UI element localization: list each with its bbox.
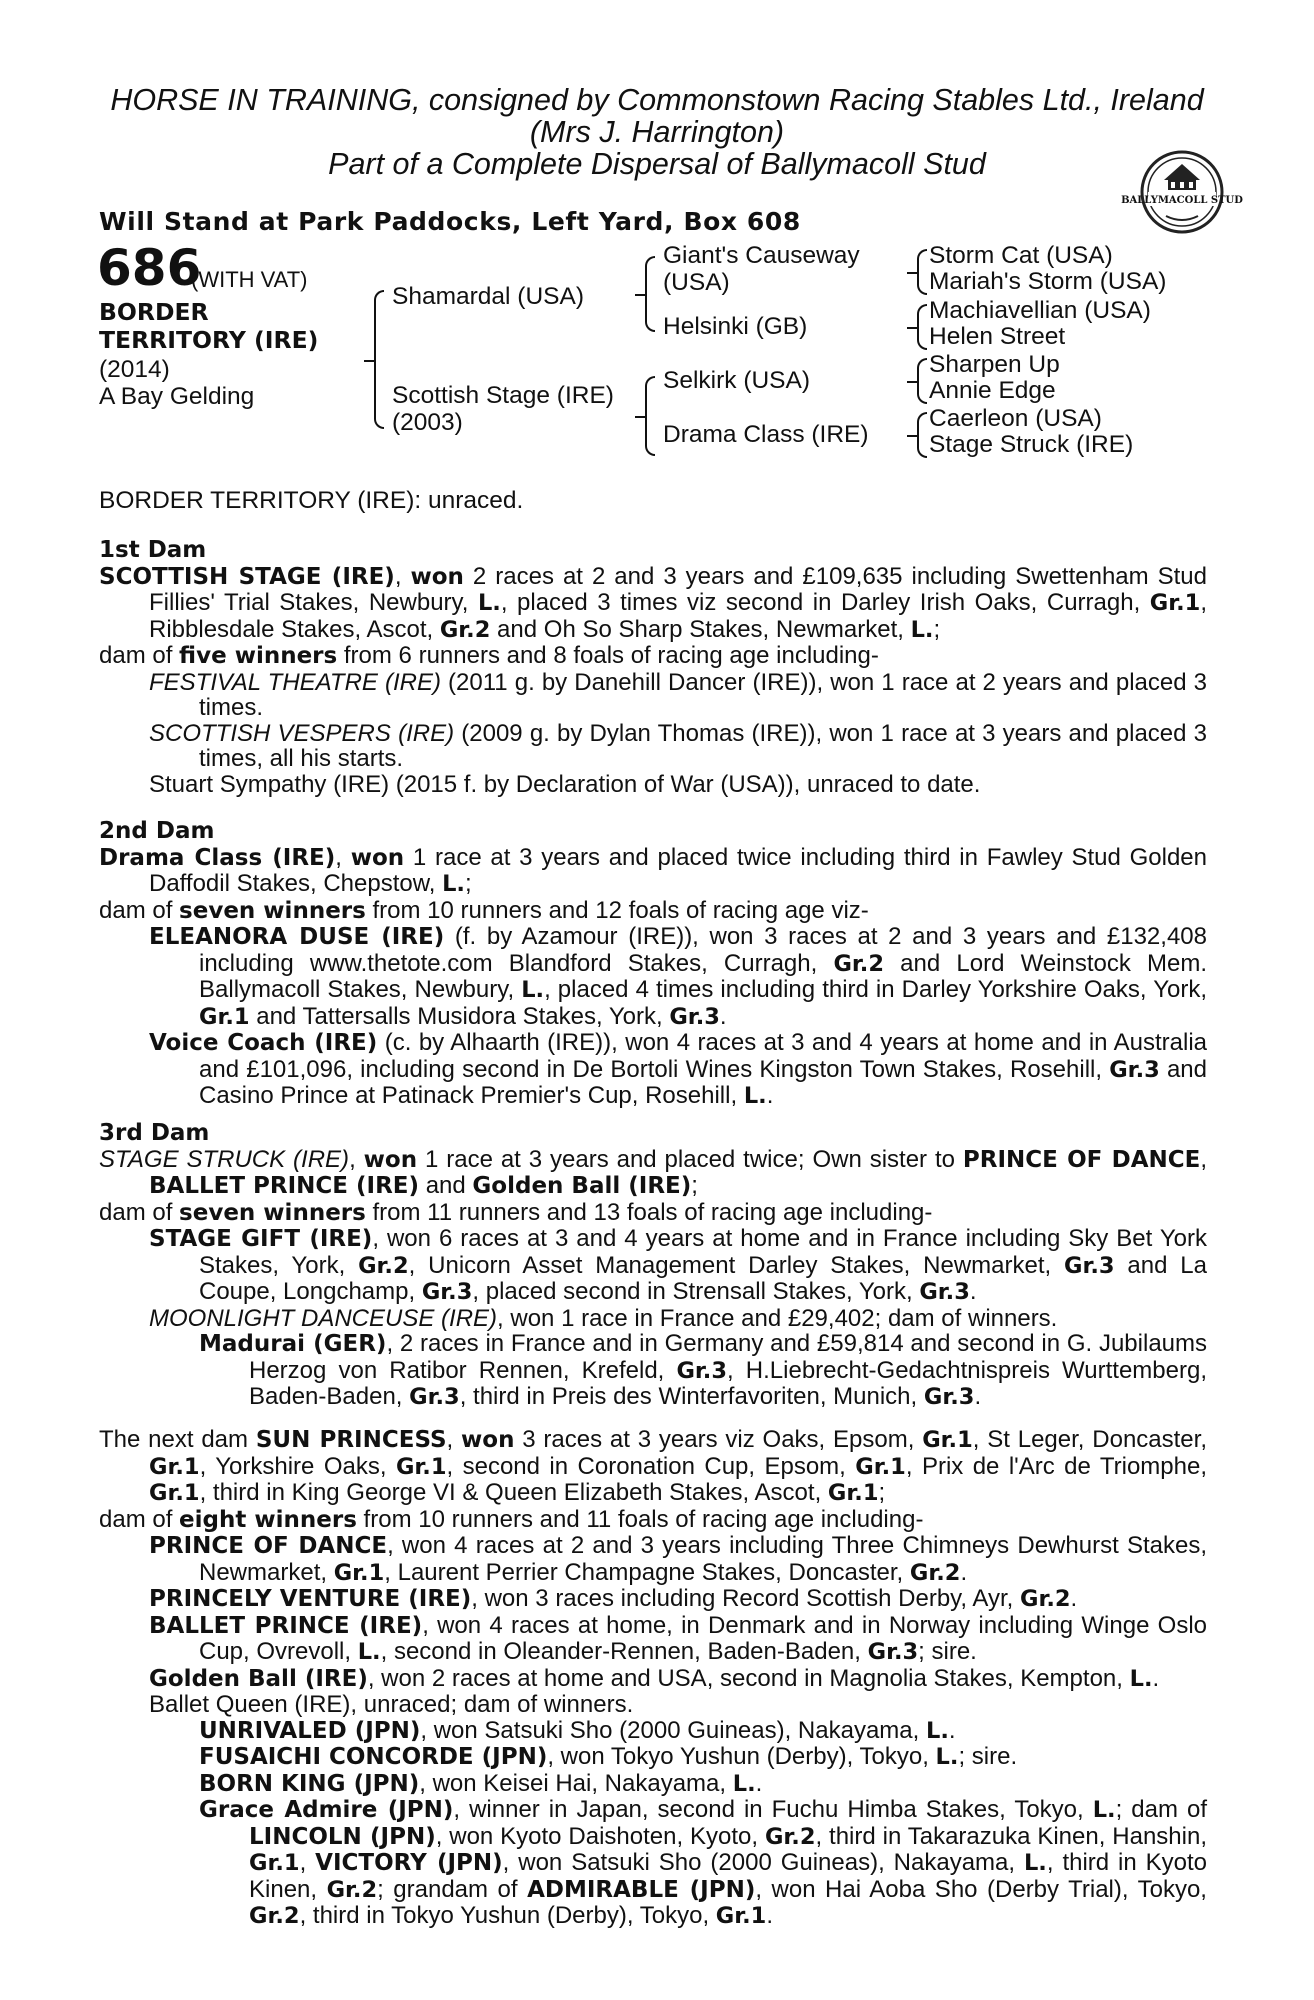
header-dispersal-line: Part of a Complete Dispersal of Ballymacoll Stud — [328, 147, 986, 181]
dam-dam: Drama Class (IRE) — [663, 421, 869, 448]
header-consignor-line: HORSE IN TRAINING, consigned by Commonstown Racing Stables Ltd., Ireland — [110, 83, 1204, 117]
dam-sire: Selkirk (USA) — [663, 367, 811, 394]
grand-produce-item: Madurai (GER), 2 races in France and in Germany and £59,814 and second in G. Jubilaums Herzog von Ratibor Rennen, Krefeld, Gr.3, H.Liebrecht-Gedachtnispreis Wurttemberg, Baden-Baden, Gr.3, third in Preis des Winterfavoriten, Munich, Gr.3. — [199, 1330, 1208, 1410]
produce-item: PRINCELY VENTURE (IRE), won 3 races including Record Scottish Derby, Ayr, Gr.2. — [149, 1585, 1078, 1612]
produce-item: Stuart Sympathy (IRE) (2015 f. by Declaration of War (USA)), unraced to date. — [149, 770, 981, 798]
dam-record: STAGE STRUCK (IRE), won 1 race at 3 years and placed twice; Own sister to PRINCE OF DANCE, BALLET PRINCE (IRE) and Golden Ball (IRE); — [99, 1145, 1207, 1199]
sire: Shamardal (USA) — [392, 283, 584, 310]
dam-record: The next dam SUN PRINCESS, won 3 races at 3 years viz Oaks, Epsom, Gr.1, St Leger, Doncaster, Gr.1, Yorkshire Oaks, Gr.1, second in Coronation Cup, Epsom, Gr.1, Prix de l'Arc de Triomphe, Gr.1, third in King George VI & Queen Elizabeth Stakes, Ascot, Gr.1; — [99, 1426, 1207, 1506]
produce-summary: dam of seven winners from 10 runners and 12 foals of racing age viz- — [99, 896, 869, 924]
sire-sire-country: (USA) — [663, 269, 730, 296]
grand-produce-item: FUSAICHI CONCORDE (JPN), won Tokyo Yushun (Derby), Tokyo, L.; sire. — [199, 1743, 1018, 1770]
sire-dam-dam: Helen Street — [929, 323, 1066, 350]
dam-record: Drama Class (IRE), won 1 race at 3 years and placed twice including third in Fawley Stud Golden Daffodil Stakes, Chepstow, L.; — [99, 843, 1207, 897]
produce-item: STAGE GIFT (IRE), won 6 races at 3 and 4 years at home and in France including Sky Bet York Stakes, York, Gr.2, Unicorn Asset Management Darley Stakes, Newmarket, Gr.3 and La Coupe, Longchamp, Gr.3, placed second in Strensall Stakes, York, Gr.3. — [149, 1225, 1207, 1305]
second-dam-section — [99, 819, 1207, 1110]
produce-item: BALLET PRINCE (IRE), won 4 races at home, in Denmark and in Norway including Winge Oslo Cup, Ovrevoll, L., second in Oleander-Rennen, Baden-Baden, Gr.3; sire. — [149, 1611, 1208, 1665]
sire-dam: Helsinki (GB) — [663, 313, 808, 340]
horse-name-line1: BORDER — [99, 298, 209, 326]
produce-item: Voice Coach (IRE) (c. by Alhaarth (IRE)), won 4 races at 3 and 4 years at home and in Australia and £101,096, including second in De Bortoli Wines Kingston Town Stakes, Rosehill, Gr.3 and Casino Prince at Patinack Premier's Cup, Rosehill, L.. — [149, 1029, 1208, 1109]
section-title: 1st Dam — [99, 537, 207, 563]
dam-sire-dam: Annie Edge — [929, 377, 1056, 404]
grand-produce-item: UNRIVALED (JPN), won Satsuki Sho (2000 Guineas), Nakayama, L.. — [199, 1716, 956, 1744]
produce-item: ELEANORA DUSE (IRE) (f. by Azamour (IRE)), won 3 races at 2 and 3 years and £132,408 including www.thetote.com Blandford Stakes, Curragh, Gr.2 and Lord Weinstock Mem. Ballymacoll Stakes, Newbury, L., placed 4 times including third in Darley Yorkshire Oaks, York, Gr.1 and Tattersalls Musidora Stakes, York, Gr.3. — [149, 923, 1208, 1030]
dam-dam-sire: Caerleon (USA) — [929, 405, 1102, 432]
foaling-year: (2014) — [99, 356, 170, 383]
sire-line-brace — [645, 256, 655, 332]
produce-summary: dam of eight winners from 10 runners and 11 foals of racing age including- — [99, 1505, 924, 1533]
dam-year: (2003) — [392, 409, 463, 436]
produce-summary: dam of seven winners from 11 runners and 13 foals of racing age including- — [99, 1198, 933, 1226]
produce-item: FESTIVAL THEATRE (IRE) (2011 g. by Danehill Dancer (IRE)), won 1 race at 2 years and placed 3 times. — [149, 668, 1207, 721]
dam-line-brace — [645, 376, 655, 456]
produce-item: SCOTTISH VESPERS (IRE) (2009 g. by Dylan Thomas (IRE)), won 1 race at 3 years and placed 3 times, all his starts. — [149, 719, 1208, 772]
grand-produce-item: Grace Admire (JPN), winner in Japan, second in Fuchu Himba Stakes, Tokyo, L.; dam of LINCOLN (JPN), won Kyoto Daishoten, Kyoto, Gr.2, third in Takarazuka Kinen, Hanshin, Gr.1, VICTORY (JPN), won Satsuki Sho (2000 Guineas), Nakayama, L., third in Kyoto Kinen, Gr.2; grandam of ADMIRABLE (JPN), won Hai Aoba Sho (Derby Trial), Tokyo, Gr.2, third in Tokyo Yushun (Derby), Tokyo, Gr.1. — [199, 1796, 1207, 1929]
ballymacoll-stud-logo — [1121, 150, 1243, 234]
third-dam-section — [99, 1121, 1207, 1411]
dd-brace — [917, 412, 927, 458]
lot-number: 686 — [97, 239, 202, 297]
sire-dam-sire: Machiavellian (USA) — [929, 297, 1151, 324]
header-trainer-line: (Mrs J. Harrington) — [529, 115, 785, 149]
dam-sire-sire: Sharpen Up — [929, 351, 1060, 378]
section-title: 2nd Dam — [99, 818, 215, 844]
stand-location: Will Stand at Park Paddocks, Left Yard, Box 608 — [99, 207, 801, 236]
first-dam-section — [99, 538, 1207, 797]
sire-sire-dam: Mariah's Storm (USA) — [929, 268, 1167, 295]
produce-summary: dam of five winners from 6 runners and 8 foals of racing age including- — [99, 642, 879, 669]
produce-item: Golden Ball (IRE), won 2 races at home and USA, second in Magnolia Stakes, Kempton, L.. — [149, 1664, 1160, 1692]
race-record-summary: BORDER TERRITORY (IRE): unraced. — [99, 487, 524, 514]
horse-name-line2: TERRITORY (IRE) — [99, 326, 319, 354]
produce-item: PRINCE OF DANCE, won 4 races at 2 and 3 years including Three Chimneys Dewhurst Stakes, Newmarket, Gr.1, Laurent Perrier Champagne Stakes, Doncaster, Gr.2. — [149, 1532, 1207, 1586]
next-dam-section — [99, 1427, 1207, 1930]
ds-brace — [917, 358, 927, 404]
section-title: 3rd Dam — [99, 1120, 210, 1146]
sd-brace — [917, 304, 927, 350]
horse-description: A Bay Gelding — [99, 383, 255, 410]
dam-dam-dam: Stage Struck (IRE) — [929, 431, 1134, 458]
dam: Scottish Stage (IRE) — [392, 382, 614, 409]
produce-item: Ballet Queen (IRE), unraced; dam of winners. — [149, 1691, 634, 1718]
vat-note: (WITH VAT) — [191, 267, 308, 292]
produce-item: MOONLIGHT DANCEUSE (IRE), won 1 race in France and £29,402; dam of winners. — [149, 1304, 1058, 1332]
sire-dam-brace — [374, 290, 384, 429]
grand-produce-item: BORN KING (JPN), won Keisei Hai, Nakayama, L.. — [199, 1769, 763, 1797]
sire-sire-sire: Storm Cat (USA) — [929, 242, 1113, 269]
sire-sire: Giant's Causeway — [663, 242, 860, 269]
ss-brace — [917, 249, 927, 295]
dam-record: SCOTTISH STAGE (IRE), won 2 races at 2 and 3 years and £109,635 including Swettenham Stud Fillies' Trial Stakes, Newbury, L., placed 3 times viz second in Darley Irish Oaks, Curragh, Gr.1, Ribblesdale Stakes, Ascot, Gr.2 and Oh So Sharp Stakes, Newmarket, L.; — [99, 562, 1207, 643]
logo-text: BALLYMACOLL STUD — [1121, 195, 1243, 206]
